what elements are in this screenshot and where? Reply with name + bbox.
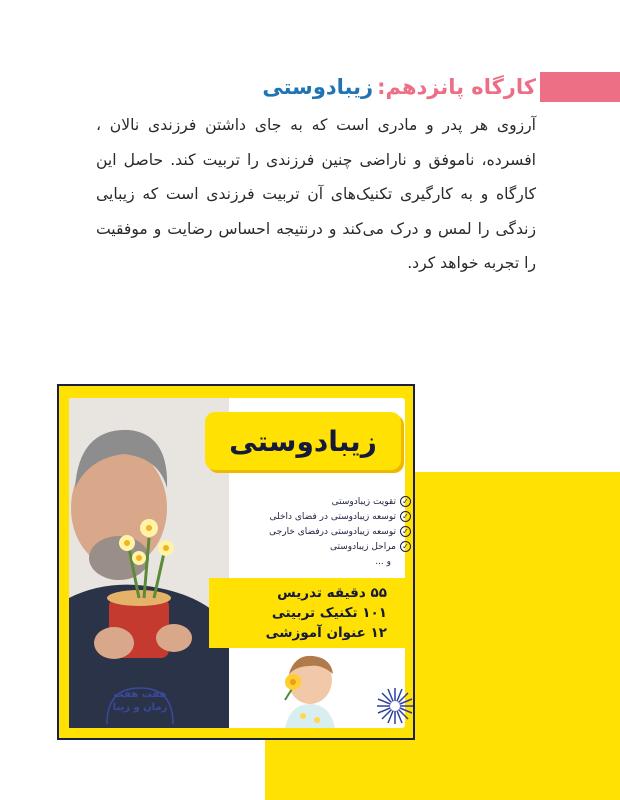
checklist-item <box>219 539 411 554</box>
logo-text: هفت هفت زمان و زیبا <box>112 689 168 713</box>
workshop-name: زیبادوستی <box>262 75 374 99</box>
header-accent-bar <box>540 72 620 102</box>
topics-checklist <box>219 494 411 569</box>
poster-canvas <box>69 398 409 728</box>
stats-box <box>209 578 405 648</box>
intro-paragraph: آرزوی هر پدر و مادری است که به جای داشتن فرزندی نالان ، افسرده، ناموفق و ناراضی چنین فرزندی را تربیت کند. حاصل این کارگاه و به کارگیری تکنیک‌های آن تربیت فرزندی است که زیبایی زندگی را لمس و درک می‌کند و درنتیجه احساس رضایت و موفقیت را تجربه خواهد کرد. <box>96 116 536 272</box>
checklist-more: و ... <box>375 556 391 567</box>
publisher-logo <box>103 684 177 726</box>
workshop-poster <box>57 384 415 740</box>
checklist-item <box>219 509 411 524</box>
poster-title: زیبادوستی <box>229 424 377 458</box>
sunburst-icon <box>375 686 415 726</box>
checklist-item-label: تقویت زیبادوستی <box>331 496 396 507</box>
stat-line: ۱۲ عنوان آموزشی <box>265 625 387 641</box>
stat-line: ۵۵ دقیقه تدریس <box>277 585 387 601</box>
baby-with-flower-illustration <box>255 648 365 728</box>
checklist-item <box>219 494 411 509</box>
check-icon: ✓ <box>400 526 411 537</box>
check-icon: ✓ <box>400 541 411 552</box>
workshop-title <box>262 70 536 104</box>
check-icon: ✓ <box>400 511 411 522</box>
checklist-item-label: مراحل زیبادوستی <box>330 541 396 552</box>
checklist-item <box>219 524 411 539</box>
checklist-item-label: توسعه زیبادوستی درفضای خارجی <box>269 526 396 537</box>
stat-line: ۱۰۱ تکنیک تربیتی <box>271 605 387 621</box>
checklist-item-label: توسعه زیبادوستی در فضای داخلی <box>269 511 396 522</box>
workshop-number: کارگاه پانزدهم: <box>377 75 536 99</box>
poster-title-badge <box>205 412 401 470</box>
check-icon: ✓ <box>400 496 411 507</box>
